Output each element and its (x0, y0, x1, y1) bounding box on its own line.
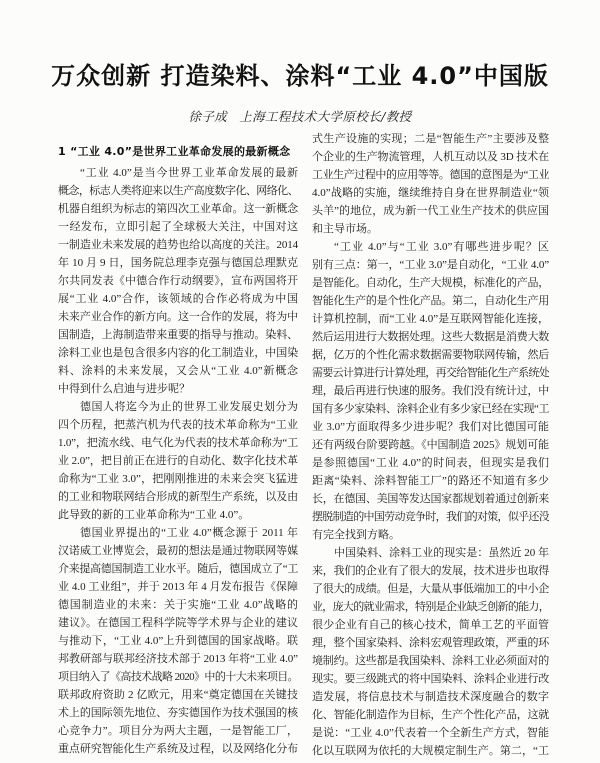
text-line: 此导致的新的工业革命称为“工业 4.0”。 (58, 509, 250, 521)
text-line: 德国制造业的未来：关于实施“工业 4.0”战略的 (58, 599, 298, 611)
text-line: 需要云计算进行计算处理，再交给智能化生产系统处 (312, 367, 549, 379)
paragraph (58, 524, 298, 758)
text-line: 四个历程，把蒸汽机为代表的技术革命称为“工业 (58, 419, 298, 431)
text-line: 有完全找到方略。 (312, 529, 400, 541)
text-line: 别有三点：第一，“工业 3.0”是自动化，“工业 4.0” (312, 259, 549, 271)
text-line: 邦教研部与联邦经济技术部于 2013 年将“工业 4.0” (58, 653, 298, 665)
text-line: 长，在德国、美国等发达国家都规划着通过创新来 (312, 493, 549, 505)
text-line: 很少企业有自己的核心技术，简单工艺的平面管 (312, 619, 549, 631)
text-line: 涂料工业也是包含很多内容的化工制造业，中国染 (58, 347, 298, 359)
left-column (58, 130, 298, 758)
text-line: 联邦政府资助 2 亿欧元，用来“奠定德国在关键技 (58, 689, 298, 701)
author-affiliation: 上海工程技术大学原校长/教授 (239, 109, 412, 124)
text-line: 尔共同发表《中德合作行动纲要》，宣布两国将开 (58, 275, 298, 287)
text-line: 业 3.0”方面取得多少进步呢？我们对比德国可能 (312, 421, 549, 433)
text-line: 1.0”，把流水线、电气化为代表的技术革命称为“工 (58, 437, 298, 449)
text-line: 业 4.0 工业组”，并于 2013 年 4 月发布报告《保障 (58, 581, 298, 593)
article-title: 万众创新 打造染料、涂料“工业 4.0”中国版 (51, 62, 549, 90)
text-line: 命称为“工业 3.0”，把刚刚推进的未来会突飞猛进 (58, 473, 298, 485)
text-line: 未来产业合作的新方向。这一合作的发展，将为中 (58, 311, 298, 323)
text-line: 业，庞大的就业需求，特别是企业缺乏创新的能力， (312, 601, 549, 613)
text-line: “工业 4.0”与“工业 3.0”有哪些进步呢？区 (334, 241, 549, 253)
text-line: 和主导市场。 (312, 223, 378, 235)
text-line: 中国染料、涂料工业的现实是：虽然近 20 年 (334, 547, 549, 559)
text-line: 距离“染料、涂料智能工厂”的路还不知道有多少 (312, 475, 549, 487)
text-line: 德国人将迄今为止的世界工业发展史划分为 (80, 401, 298, 413)
text-line: 个企业的生产物流管理，人机互动以及 3D 技术在 (312, 151, 549, 163)
text-line: 机器自组织为标志的第四次工业革命。这一新概念 (58, 203, 298, 215)
text-line: 建议》。在德国工程科学院等学术界与企业的建议 (58, 617, 298, 629)
text-line: 一经发布，立即引起了全球极大关注，中国对这 (58, 221, 298, 233)
text-line: 据，亿万的个性化需求数据需要物联网传输，然后 (312, 349, 549, 361)
text-line: 中得到什么启迪与进步呢？ (58, 383, 190, 395)
text-line: 项目纳入了《高技术战略 2020》中的十大未来项目。 (58, 671, 298, 683)
text-line: 化以互联网为依托的大规模定制生产。第二，“工 (312, 745, 549, 757)
paragraph (58, 398, 298, 524)
text-line: 理，整个国家染料、涂料宏观管理政策，严重的环 (312, 637, 549, 649)
text-line: 料、涂料的未来发展，又会从“工业 4.0”新概念 (58, 365, 298, 377)
text-line: 术上的国际领先地位、夯实德国作为技术强国的核 (58, 707, 298, 719)
text-line: 然后运用进行大数据处理。这些大数据是消费大数 (312, 331, 549, 343)
text-line: 国有多少家染料、涂料企业有多少家已经在实现“工 (312, 403, 549, 415)
text-line: 头羊”的地位，成为新一代工业生产技术的供应国 (312, 205, 549, 217)
text-line: 与推动下，“工业 4.0”上升到德国的国家战略。联 (58, 635, 298, 647)
text-line: 智能化生产的是个性化产品。第二，自动化生产用 (312, 295, 549, 307)
author-name: 徐子成 (188, 109, 228, 124)
text-line: 一制造业未来发展的趋势也给以高度的关注。2014 (58, 239, 298, 251)
text-line: 汉诺威工业博览会，最初的想法是通过物联网等媒 (58, 545, 298, 557)
text-line: 境制约。这些都是我国染料、涂料工业必须面对的 (312, 655, 549, 667)
text-line: 计算机控制，而“工业 4.0”是互联网智能化连接， (312, 313, 549, 325)
text-line: 现实。要三级跳式的将中国染料、涂料企业进行改 (312, 673, 549, 685)
text-line: 摆脱制造的中国劳动竞争时，我们的对策，似乎还没 (312, 511, 549, 523)
paragraph (312, 544, 549, 760)
text-line: 是说：“工业 4.0”代表着一个全新生产方式，智能 (312, 727, 549, 739)
text-line: 介来提高德国制造工业水平。随后，德国成立了“工 (58, 563, 298, 575)
text-line: 是参照德国“工业 4.0”的时间表，但现实是我们 (312, 457, 549, 469)
text-line: 重点研究智能化生产系统及过程，以及网络化分布 (58, 743, 298, 755)
text-line: 的工业和物联网结合形成的新型生产系统，以及由 (58, 491, 298, 503)
text-line: 式生产设施的实现；二是“智能生产”主要涉及整 (312, 133, 549, 145)
right-column (312, 130, 549, 760)
section-heading: 1 “工业 4.0”是世界工业革命发展的最新概念 (58, 145, 291, 158)
text-line: 来，我们的企业有了很大的发展，技术进步也取得 (312, 565, 549, 577)
text-line: 概念，标志人类将迎来以生产高度数字化、网络化、 (58, 185, 298, 197)
text-line: 造发展，将信息技术与制造技术深度融合的数字 (312, 691, 549, 703)
paragraph (312, 238, 549, 544)
text-line: 业 2.0”，把目前正在进行的自动化、数字化技术革 (58, 455, 298, 467)
paragraph (58, 164, 298, 398)
text-line: “工业 4.0”是当今世界工业革命发展的最新 (80, 167, 298, 179)
text-line: 工业生产过程中的应用等等。德国的意图是为“工业 (312, 169, 549, 181)
text-line: 展“工业 4.0”合作，该领域的合作必将成为中国 (58, 293, 298, 305)
text-line: 了很大的成绩。但是，大量从事低端加工的中小企 (312, 583, 549, 595)
text-line: 国制造，上海制造带来重要的指导与推动。染料、 (58, 329, 298, 341)
text-line: 心竞争力”。项目分为两大主题，一是智能工厂， (58, 725, 298, 737)
text-line: 4.0”战略的实施，继续维持自身在世界制造业“领 (312, 187, 549, 199)
text-line: 是智能化。自动化，生产大规模，标准化的产品， (312, 277, 549, 289)
author-byline (0, 108, 600, 126)
text-line: 还有两级台阶要跨越。《中国制造 2025》规划可能 (312, 439, 549, 451)
text-line: 年 10 月 9 日，国务院总理李克强与德国总理默克 (58, 257, 298, 269)
text-line: 德国业界提出的“工业 4.0”概念源于 2011 年 (80, 527, 298, 539)
text-line: 化、智能化制造作为目标，生产个性化产品，这就 (312, 709, 549, 721)
paragraph-continued (312, 130, 549, 238)
text-line: 理，最后再进行快速的服务。我们没有统计过，中 (312, 385, 549, 397)
